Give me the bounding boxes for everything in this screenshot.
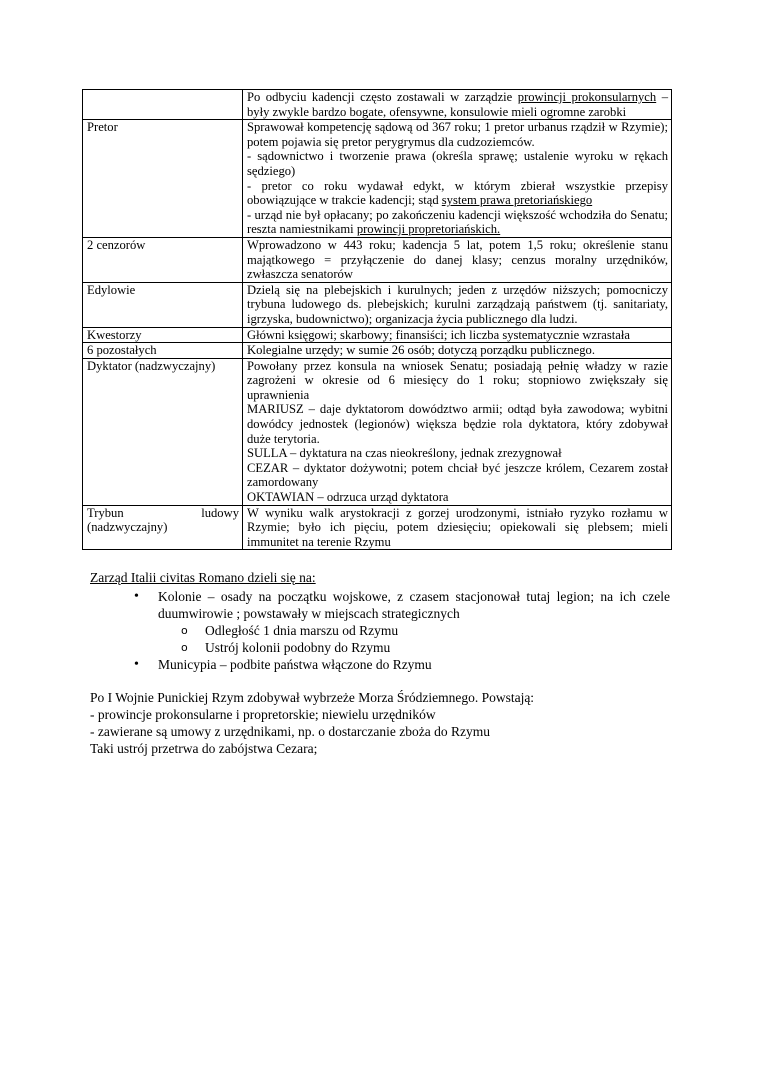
- description-line: [247, 461, 668, 490]
- description-line: [247, 446, 668, 461]
- bullet-icon: •: [134, 657, 139, 672]
- sub-list-item: [158, 622, 670, 639]
- table-row: [83, 90, 672, 120]
- office-name-cell: [83, 90, 243, 120]
- table-body: [83, 90, 672, 550]
- tribune-word: Trybun: [87, 505, 124, 520]
- line-text: Główni księgowi; skarbowy; finansiści; ich liczba systematycznie wzrastała: [247, 327, 630, 342]
- description-line: [247, 343, 668, 358]
- tribune-qualifier: (nadzwyczajny): [87, 520, 168, 535]
- sub-list-item: [158, 639, 670, 656]
- underlined-term: prowincji propretoriańskich.: [356, 222, 501, 237]
- description-line: [247, 90, 668, 119]
- office-name-cell: 6 pozostałych: [83, 343, 243, 359]
- line-text: SULLA – dyktatura na czas nieokreślony, jednak zrezygnował: [247, 446, 562, 461]
- bullet-icon: •: [134, 589, 139, 604]
- list-item-text: Municypia – podbite państwa włączone do Rzymu: [158, 657, 432, 672]
- table-row: [83, 237, 672, 282]
- office-name-cell: Edylowie: [83, 282, 243, 327]
- office-description-cell: [243, 120, 672, 238]
- table-row: [83, 343, 672, 359]
- line-text: Po odbyciu kadencji często zostawali w zarządzie: [247, 90, 518, 104]
- paragraph-line: Taki ustrój przetrwa do zabójstwa Cezara;: [90, 741, 318, 756]
- table-row: [83, 282, 672, 327]
- description-line: [247, 328, 668, 343]
- line-text: Wprowadzono w 443 roku; kadencja 5 lat, potem 1,5 roku; określenie stanu majątkowego = przyłączenie do danej klasy; cenzus moralny urzędników, zwłaszcza senatorów: [247, 237, 668, 282]
- tribune-title-line: [87, 506, 239, 521]
- colonies-sublist: [158, 622, 670, 656]
- line-text: MARIUSZ – daje dyktatorom dowództwo armii; odtąd była zawodowa; wybitni dowódcy jednostek (legionów) większa będzie rola dyktatora, który zdobywał duże terytoria.: [247, 402, 668, 446]
- line-text: - urząd nie był opłacany; po zakończeniu kadencji większość wchodziła do Senatu; reszta namiestnikami: [247, 207, 668, 237]
- underlined-term: system prawa pretoriańskiego: [441, 193, 593, 208]
- paragraph-line: - prowincje prokonsularne i propretorskie; niewielu urzędników: [90, 707, 436, 722]
- description-line: [247, 490, 668, 505]
- line-text: CEZAR – dyktator dożywotni; potem chciał być jeszcze królem, Cezarem został zamordowany: [247, 460, 668, 490]
- line-text-after: – były zwykle bardzo bogate, ofensywne, konsulowie mieli ogromne zarobki: [247, 90, 668, 119]
- line-text: Powołany przez konsula na wniosek Senatu; posiadają pełnię władzy w razie zagrożeni w okresie od 6 miesięcy do 1 roku; stopniowo zwiększały się uprawnienia: [247, 358, 668, 402]
- description-line: [247, 238, 668, 282]
- underlined-term: prowincji prokonsularnych: [517, 90, 657, 104]
- punic-wars-paragraph: [90, 689, 670, 757]
- office-description-cell: [243, 237, 672, 282]
- office-name-cell: Dyktator (nadzwyczajny): [83, 358, 243, 505]
- office-description-cell: [243, 358, 672, 505]
- line-text: Kolegialne urzędy; w sumie 26 osób; dotyczą porządku publicznego.: [247, 343, 595, 358]
- description-line: [247, 120, 668, 149]
- description-line: [247, 359, 668, 403]
- line-text: Sprawował kompetencję sądową od 367 roku; 1 pretor urbanus rządził w Rzymie); potem pojawia się pretor perygrymus dla cudzoziemców.: [247, 120, 668, 149]
- office-description-cell: [243, 327, 672, 343]
- description-line: [247, 208, 668, 237]
- description-line: [247, 179, 668, 208]
- paragraph-line: - zawierane są umowy z urzędnikami, np. o dostarczanie zboża do Rzymu: [90, 724, 490, 739]
- list-item-colonies: [90, 588, 670, 656]
- circle-bullet-icon: o: [181, 624, 188, 637]
- table-row: [83, 505, 672, 550]
- description-line: [247, 402, 668, 446]
- table-row: [83, 120, 672, 238]
- line-text: - sądownictwo i tworzenie prawa (określa sprawę; ustalenie wyroku w rękach sędziego): [247, 149, 668, 178]
- circle-bullet-icon: o: [181, 641, 188, 654]
- sub-list-item-text: Ustrój kolonii podobny do Rzymu: [205, 640, 391, 655]
- office-description-cell: [243, 90, 672, 120]
- paragraph-line: Po I Wojnie Punickiej Rzym zdobywał wybrzeże Morza Śródziemnego. Powstają:: [90, 690, 535, 705]
- office-description-cell: [243, 282, 672, 327]
- line-text: OKTAWIAN – odrzuca urząd dyktatora: [247, 490, 449, 505]
- office-name-cell: Kwestorzy: [83, 327, 243, 343]
- line-text: Dzielą się na plebejskich i kurulnych; jeden z urzędów niższych; pomocniczy trybuna ludowego ds. plebejskich; kurulni zarządzają państwem (tj. sanitariaty, igrzyska, budownictwo); organizacja życia publicznego dla ludzi.: [247, 282, 668, 326]
- roman-offices-table: [82, 89, 672, 550]
- list-item-municipia: [90, 656, 670, 673]
- office-name-cell: 2 cenzorów: [83, 237, 243, 282]
- description-line: [247, 149, 668, 178]
- office-name-cell: Pretor: [83, 120, 243, 238]
- italy-heading: Zarząd Italii civitas Romano dzieli się na:: [90, 570, 316, 585]
- table-row: [83, 358, 672, 505]
- table-row: [83, 327, 672, 343]
- office-description-cell: W wyniku walk arystokracji z gorzej urodzonymi, istniało ryzyko rozłamu w Rzymie; było ich pięciu, potem dziesięciu; opiekowali się plebsem; mieli immunitet na terenie Rzymu: [243, 505, 672, 550]
- list-item-text: Kolonie – osady na początku wojskowe, z czasem stacjonował tutaj legion; na ich czele duumwirowie ; powstawały w miejscach strategicznych: [158, 589, 670, 621]
- line-text: - pretor co roku wydawał edykt, w którym zbierał wszystkie przepisy obowiązujące w trakcie kadencji; stąd: [247, 178, 668, 208]
- sub-list-item-text: Odległość 1 dnia marszu od Rzymu: [205, 623, 399, 638]
- office-name-cell: [83, 505, 243, 550]
- italy-list: [90, 588, 670, 673]
- description-line: [247, 283, 668, 327]
- office-description-cell: [243, 343, 672, 359]
- tribune-word: ludowy: [201, 505, 239, 520]
